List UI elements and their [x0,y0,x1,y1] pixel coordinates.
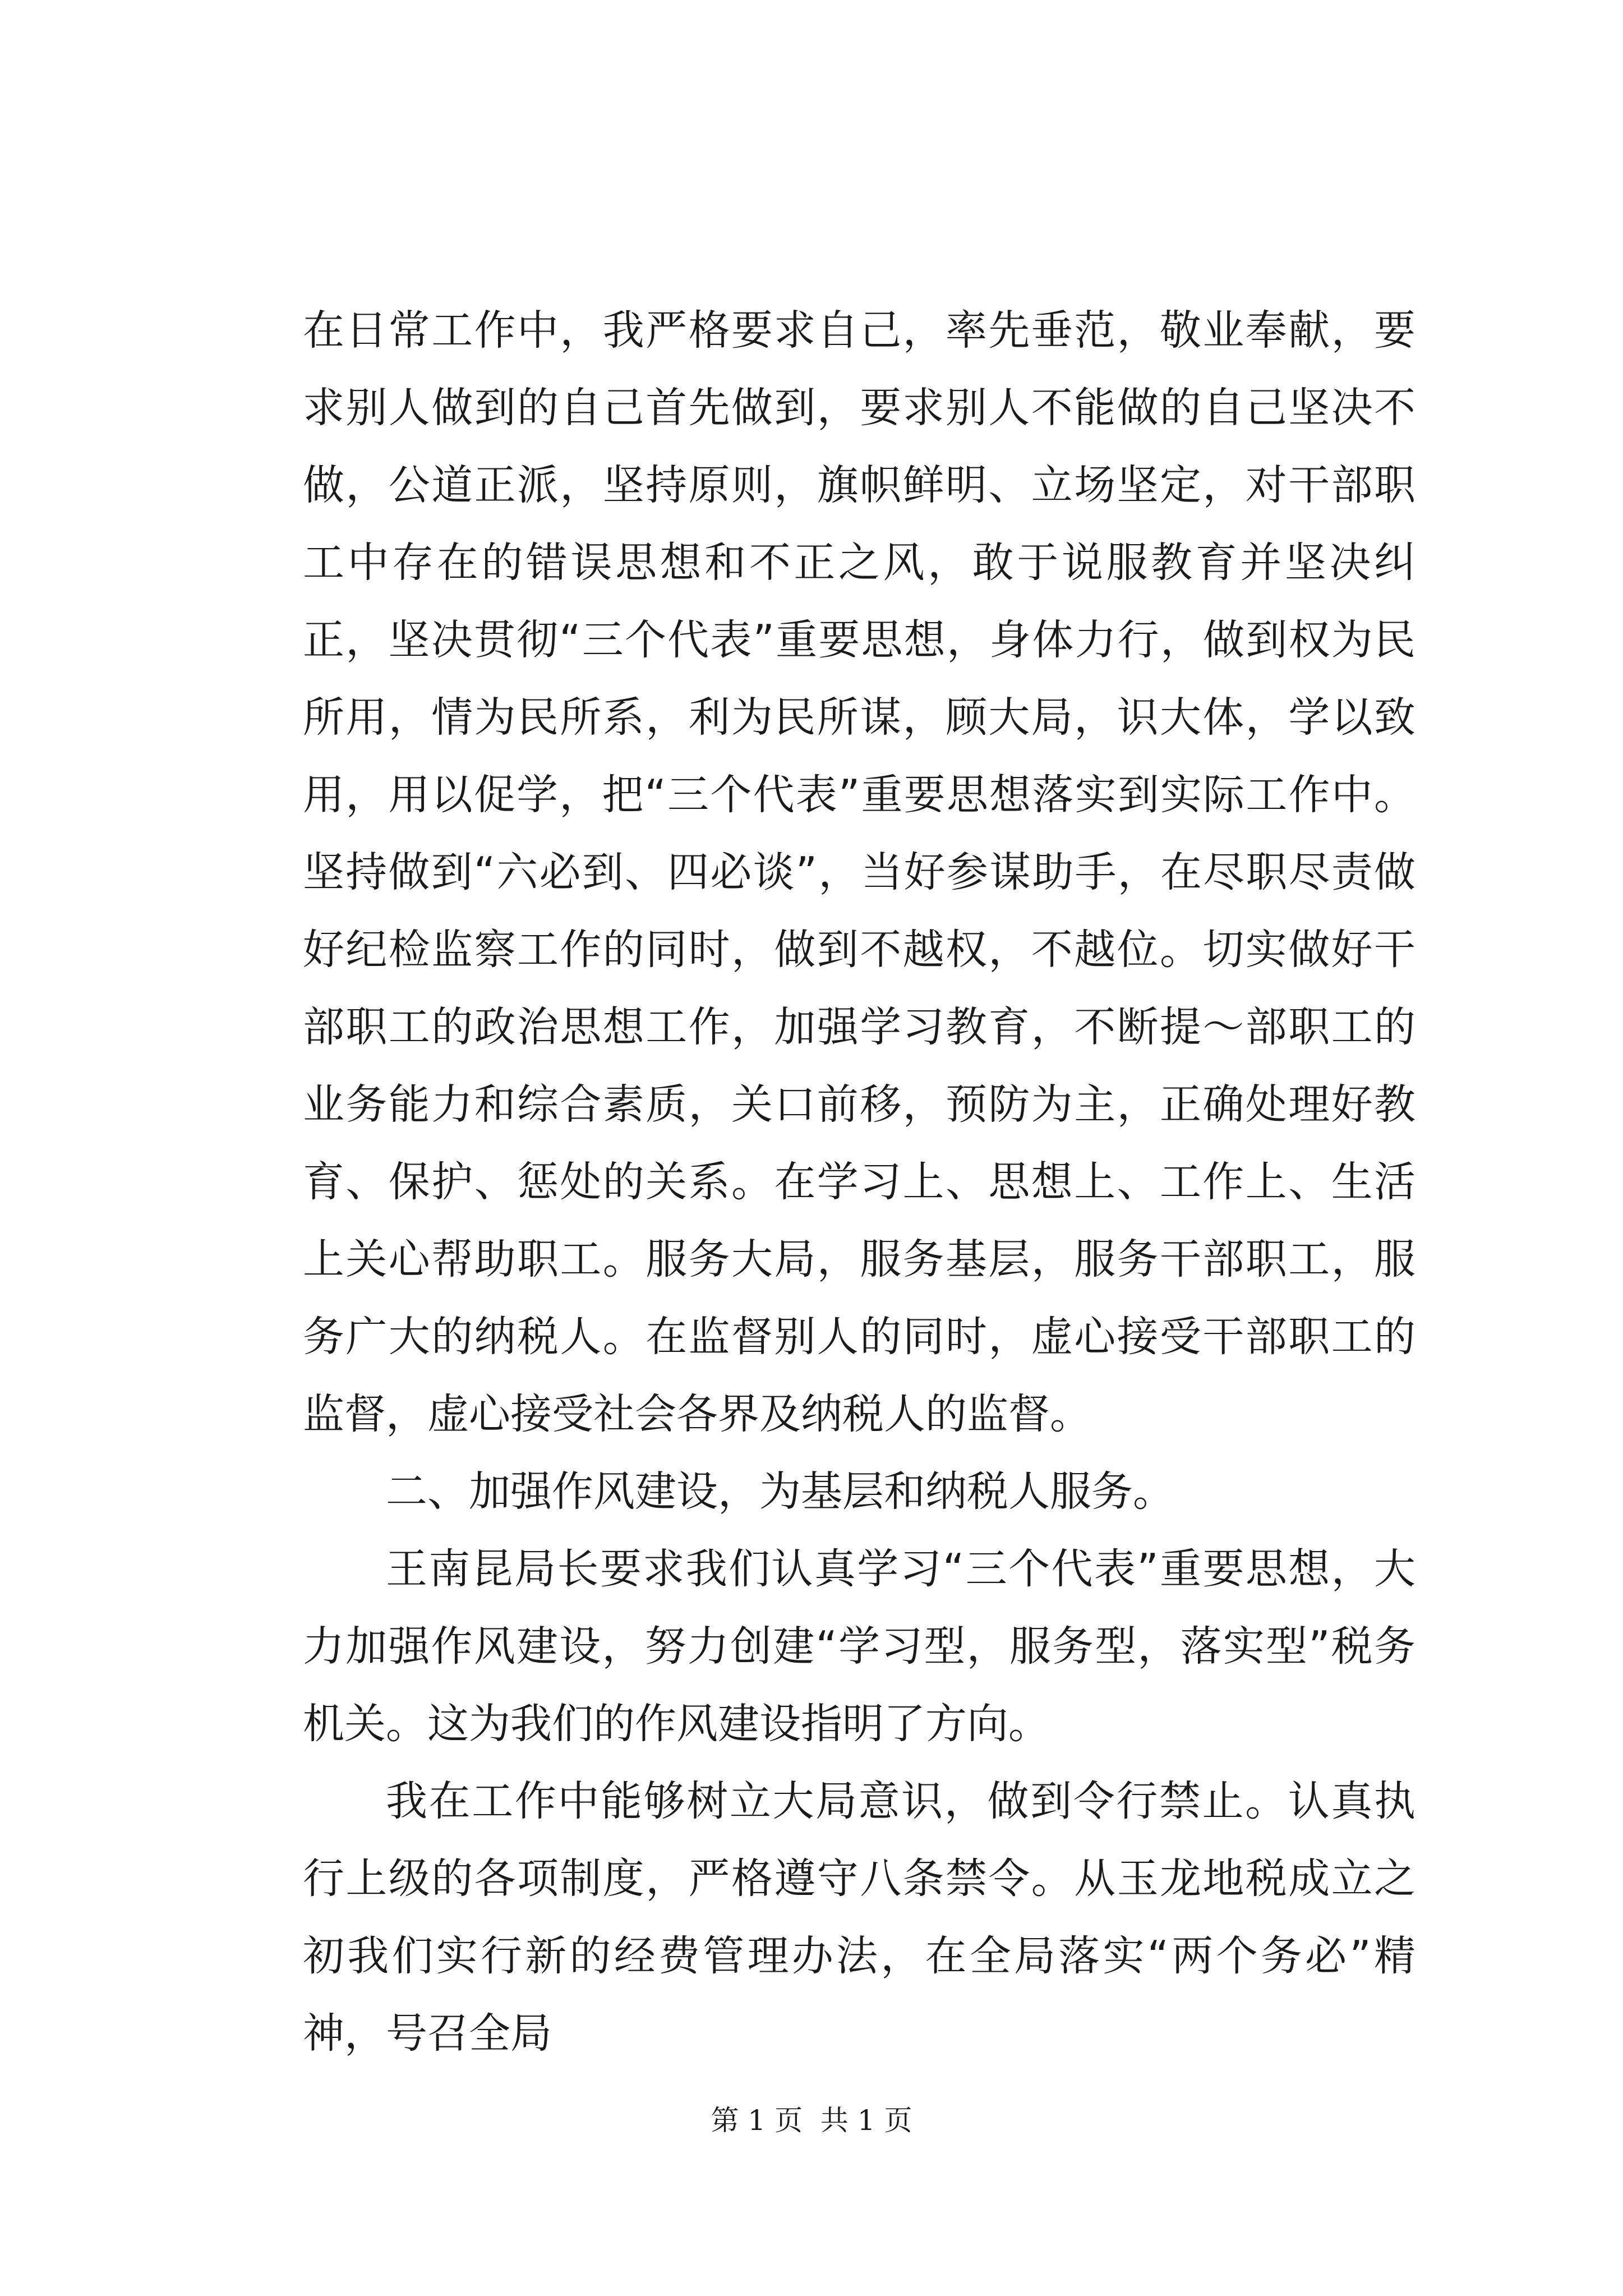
page-footer: 第 1 页 共 1 页 [711,2104,912,2137]
document-body [303,292,1415,2072]
paragraph-2-heading: 二、加强作风建设，为基层和纳税人服务。 [386,1467,1174,1516]
paragraph-1: 在日常工作中，我严格要求自己，率先垂范，敬业奉献，要求别人做到的自己首先做到，要求别人不能做的自己坚决不做，公道正派，坚持原则，旗帜鲜明、立场坚定，对干部职工中存在的错误思想和不正之风，敢于说服教育并坚决纠正，坚决贯彻“三个代表”重要思想，身体力行，做到权为民所用，情为民所系，利为民所谋，顾大局，识大体，学以致用，用以促学，把“三个代表”重要思想落实到实际工作中。坚持做到“六必到、四必谈”，当好参谋助手，在尽职尽责做好纪检监察工作的同时，做到不越权，不越位。切实做好干部职工的政治思想工作，加强学习教育，不断提～部职工的业务能力和综合素质，关口前移，预防为主，正确处理好教育、保护、惩处的关系。在学习上、思想上、工作上、生活上关心帮助职工。服务大局，服务基层，服务干部职工，服务广大的纳税人。在监督别人的同时，虚心接受干部职工的监督，虚心接受社会各界及纳税人的监督。 [303,306,1415,1438]
paragraph-4: 我在工作中能够树立大局意识，做到令行禁止。认真执行上级的各项制度，严格遵守八条禁令。从玉龙地税成立之初我们实行新的经费管理办法，在全局落实“两个务必”精神，号召全局 [303,1777,1415,2058]
paragraph-3: 王南昆局长要求我们认真学习“三个代表”重要思想，大力加强作风建设，努力创建“学习型，服务型，落实型”税务机关。这为我们的作风建设指明了方向。 [303,1545,1415,1748]
